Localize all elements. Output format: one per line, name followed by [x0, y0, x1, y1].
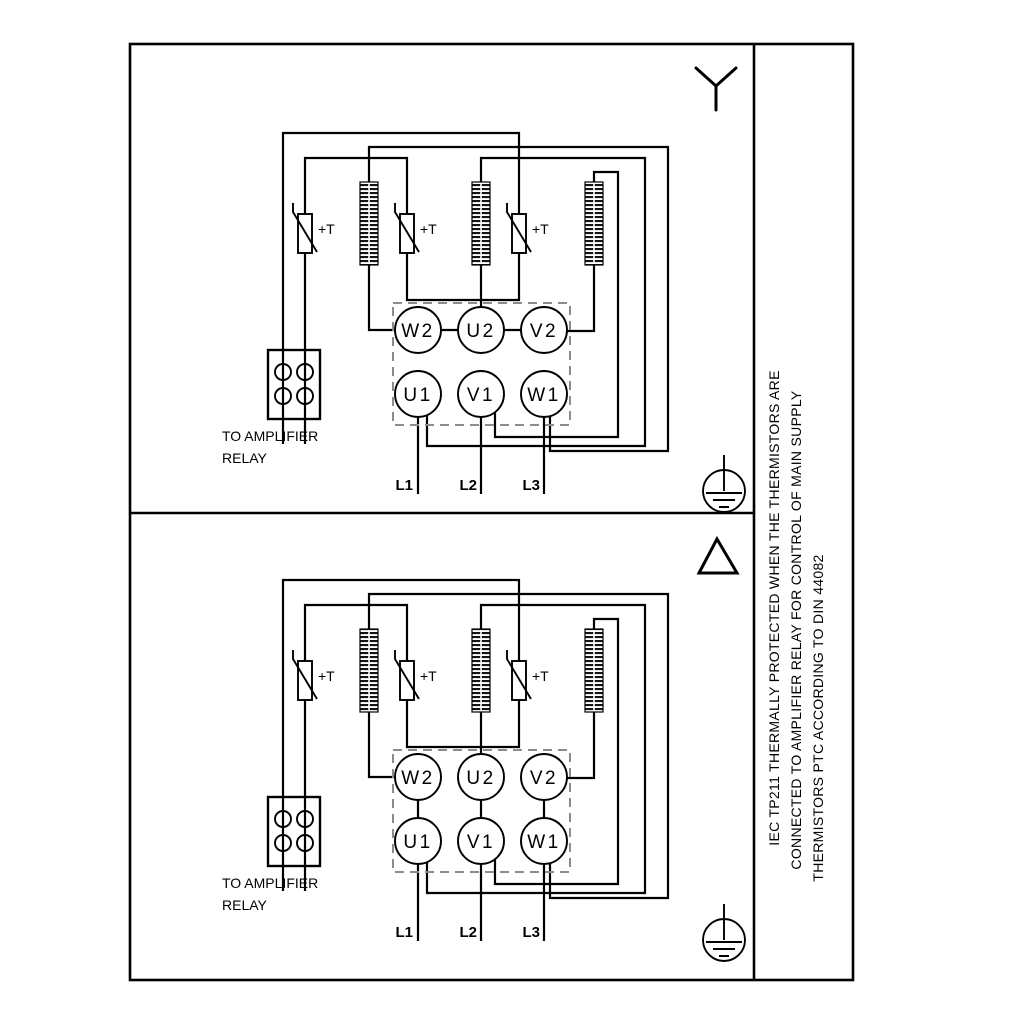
terminal-label: V2	[529, 768, 559, 789]
terminal-label: V1	[466, 832, 496, 853]
thermistors	[293, 203, 549, 253]
thermistor-icon	[507, 650, 549, 700]
wire-thermistor2-thermistor1	[305, 605, 407, 661]
thermistor-label: +T	[318, 221, 335, 237]
terminal-label: U1	[403, 385, 433, 406]
wire-winding3-to-V2	[567, 265, 594, 331]
wire-winding1-to-W2	[369, 712, 395, 777]
side-note-line2: CONNECTED TO AMPLIFIER RELAY FOR CONTROL OF MAIN SUPPLY	[788, 390, 804, 870]
supply-label-L1: L1	[395, 477, 413, 494]
supply-label-L3: L3	[522, 924, 540, 941]
motor-windings	[360, 629, 603, 712]
terminal-label: U1	[403, 832, 433, 853]
relay-box	[268, 350, 320, 419]
relay-note-line1: TO AMPLIFIER	[222, 428, 319, 444]
terminal-label: W2	[401, 321, 435, 342]
thermistor-label: +T	[532, 221, 549, 237]
relay-note-line1: TO AMPLIFIER	[222, 875, 319, 891]
wire-winding3-to-V2	[567, 712, 594, 778]
relay-note-line2: RELAY	[222, 897, 267, 913]
thermistor-label: +T	[532, 668, 549, 684]
thermistor-icon	[395, 203, 437, 253]
wire-winding1-to-W2	[369, 265, 395, 330]
terminal-label: V1	[466, 385, 496, 406]
wire-thermistor2-thermistor1	[305, 158, 407, 214]
supply-label-L2: L2	[459, 924, 477, 941]
star-icon	[696, 68, 736, 110]
panel-star	[222, 68, 745, 512]
terminal-label: W1	[527, 385, 561, 406]
relay-note-line2: RELAY	[222, 450, 267, 466]
thermistor-label: +T	[420, 668, 437, 684]
thermistor-label: +T	[420, 221, 437, 237]
supply-label-L1: L1	[395, 924, 413, 941]
amplifier-relay-terminal-block	[268, 350, 320, 419]
ground-strokes	[706, 904, 742, 956]
thermistor-icon	[293, 650, 335, 700]
relay-box	[268, 797, 320, 866]
thermistor-label: +T	[318, 668, 335, 684]
panel-delta	[222, 539, 745, 961]
terminal-label: W2	[401, 768, 435, 789]
earth-ground-icon	[703, 455, 745, 512]
side-note-line1: IEC TP211 THERMALLY PROTECTED WHEN THE THERMISTORS ARE	[766, 370, 782, 846]
delta-icon	[699, 539, 737, 573]
terminal-label: W1	[527, 832, 561, 853]
supply-label-L2: L2	[459, 477, 477, 494]
terminal-board	[393, 303, 570, 425]
terminal-label: U2	[466, 768, 496, 789]
wire-thermistor3-thermistor2	[407, 253, 519, 300]
terminal-label: V2	[529, 321, 559, 342]
terminal-label: U2	[466, 321, 496, 342]
thermistor-icon	[395, 650, 437, 700]
thermistor-icon	[293, 203, 335, 253]
wire-thermistor3-thermistor2	[407, 700, 519, 747]
motor-windings	[360, 182, 603, 265]
ground-strokes	[706, 455, 742, 507]
earth-ground-icon	[703, 904, 745, 961]
amplifier-relay-terminal-block	[268, 797, 320, 866]
thermistors	[293, 650, 549, 700]
thermistor-icon	[507, 203, 549, 253]
supply-label-L3: L3	[522, 477, 540, 494]
side-note-column	[766, 370, 826, 881]
side-note-line3: THERMISTORS PTC ACCORDING TO DIN 44082	[810, 554, 826, 882]
